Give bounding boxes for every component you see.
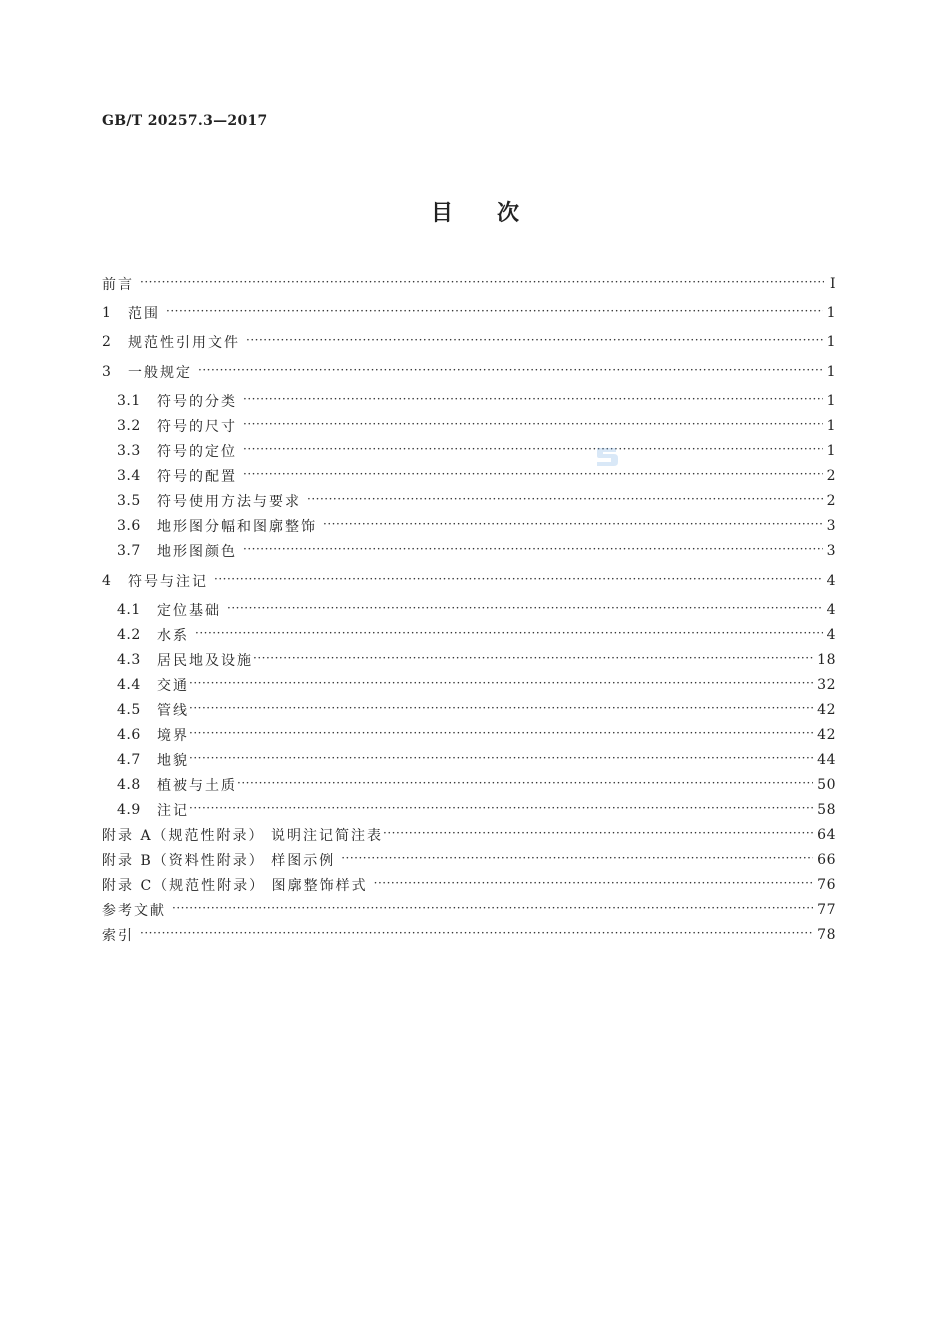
toc-entry-number: 4.9 — [117, 802, 141, 818]
toc-entry-4-4[interactable] — [117, 674, 836, 696]
title-part1: 目 — [430, 201, 453, 226]
toc-entry-3[interactable] — [102, 361, 836, 383]
toc-entry-page: 1 — [826, 443, 836, 459]
leader-dots — [166, 304, 823, 318]
toc-entry-page: 2 — [826, 493, 836, 509]
leader-dots — [243, 542, 823, 556]
leader-dots — [140, 926, 813, 940]
toc-entry-title: 定位基础 — [157, 603, 221, 619]
toc-entry-preface[interactable] — [102, 273, 836, 295]
leader-dots — [172, 901, 813, 915]
toc-entry-appendix-b[interactable] — [102, 849, 836, 871]
leader-dots — [243, 442, 823, 456]
toc-entry-page: 3 — [826, 543, 836, 559]
toc-entry-3-7[interactable] — [117, 540, 836, 562]
leader-dots — [323, 517, 823, 531]
toc-entry-page: 32 — [817, 677, 836, 693]
leader-dots — [189, 701, 813, 715]
toc-entry-4-3[interactable] — [117, 649, 836, 671]
toc-entry-number: 4.4 — [117, 677, 141, 693]
toc-entry-page: 64 — [817, 827, 836, 843]
toc-entry-number: 4.3 — [117, 652, 141, 668]
toc-entry-3-3[interactable] — [117, 440, 836, 462]
toc-entry-number: 4.7 — [117, 752, 141, 768]
toc-entry-appendix-a[interactable] — [102, 824, 836, 846]
toc-entry-appendix-c[interactable] — [102, 874, 836, 896]
toc-entry-page: 76 — [817, 877, 836, 893]
toc-entry-number: 3.1 — [117, 393, 141, 409]
toc-entry-page: 2 — [826, 468, 836, 484]
toc-entry-number: 3.4 — [117, 468, 141, 484]
toc-entry-number: 3 — [102, 364, 112, 380]
leader-dots — [307, 492, 823, 506]
leader-dots — [189, 751, 813, 765]
toc-entry-title: 交通 — [157, 678, 189, 694]
toc-entry-title: 索引 — [102, 928, 134, 944]
toc-entry-number: 4.2 — [117, 627, 141, 643]
toc-entry-page: 50 — [817, 777, 836, 793]
toc-entry-3-6[interactable] — [117, 515, 836, 537]
toc-entry-4-5[interactable] — [117, 699, 836, 721]
toc-entry-title: 注记 — [157, 803, 189, 819]
toc-entry-4-2[interactable] — [117, 624, 836, 646]
toc-entry-number: 4.5 — [117, 702, 141, 718]
toc-entry-number: 4.8 — [117, 777, 141, 793]
toc-entry-title: 符号的配置 — [157, 469, 237, 485]
leader-dots — [237, 776, 813, 790]
toc-entry-number: 4.1 — [117, 602, 141, 618]
toc-entry-page: 1 — [826, 393, 836, 409]
leader-dots — [383, 826, 813, 840]
leader-dots — [140, 275, 824, 289]
toc-entry-4-9[interactable] — [117, 799, 836, 821]
toc-entry-page: 42 — [817, 702, 836, 718]
toc-entry-number: 4 — [102, 573, 112, 589]
toc-entry-page: 3 — [826, 518, 836, 534]
leader-dots — [189, 801, 813, 815]
toc-entry-number: 3.3 — [117, 443, 141, 459]
toc-entry-title: 范围 — [128, 306, 160, 322]
toc-entry-page: 66 — [817, 852, 836, 868]
toc-entry-number: 2 — [102, 334, 112, 350]
toc-entry-4-1[interactable] — [117, 599, 836, 621]
toc-entry-4[interactable] — [102, 570, 836, 592]
toc-entry-title: 符号与注记 — [128, 574, 208, 590]
leader-dots — [189, 726, 813, 740]
toc-entry-index[interactable] — [102, 924, 836, 946]
toc-entry-title: 地形图分幅和图廓整饰 — [157, 519, 317, 535]
toc-entry-number: 3.5 — [117, 493, 141, 509]
toc-entry-title: 前言 — [102, 277, 134, 293]
toc-entry-page: 1 — [826, 334, 836, 350]
toc-entry-number: 3.6 — [117, 518, 141, 534]
leader-dots — [214, 572, 823, 586]
toc-entry-title: 规范性引用文件 — [128, 335, 240, 351]
toc-entry-page: 4 — [826, 627, 836, 643]
toc-entry-4-7[interactable] — [117, 749, 836, 771]
toc-entry-title: 符号的分类 — [157, 394, 237, 410]
toc-entry-page: 1 — [826, 364, 836, 380]
toc-entry-title: 附录 C（规范性附录） 图廓整饰样式 — [102, 878, 368, 894]
toc-entry-title: 植被与土质 — [157, 778, 237, 794]
toc-entry-title: 附录 A（规范性附录） 说明注记简注表 — [102, 828, 384, 844]
toc-entry-4-6[interactable] — [117, 724, 836, 746]
title-part2: 次 — [497, 201, 520, 226]
logo-watermark-icon — [594, 443, 620, 469]
leader-dots — [189, 676, 813, 690]
toc-entry-page: 4 — [826, 573, 836, 589]
toc-entry-title: 管线 — [157, 703, 189, 719]
leader-dots — [195, 626, 823, 640]
toc-entry-page: 78 — [817, 927, 836, 943]
leader-dots — [198, 363, 823, 377]
toc-entry-title: 一般规定 — [128, 365, 192, 381]
toc-entry-title: 地形图颜色 — [157, 544, 237, 560]
toc-entry-references[interactable] — [102, 899, 836, 921]
toc-entry-number: 4.6 — [117, 727, 141, 743]
leader-dots — [243, 417, 823, 431]
toc-entry-1[interactable] — [102, 302, 836, 324]
toc-entry-3-1[interactable] — [117, 390, 836, 412]
toc-entry-title: 境界 — [157, 728, 189, 744]
toc-entry-page: 4 — [826, 602, 836, 618]
toc-entry-title: 地貌 — [157, 753, 189, 769]
toc-entry-number: 1 — [102, 305, 112, 321]
leader-dots — [243, 392, 823, 406]
leader-dots — [227, 601, 823, 615]
toc-entry-title: 符号的定位 — [157, 444, 237, 460]
toc-entry-number: 3.2 — [117, 418, 141, 434]
toc-entry-page: 77 — [817, 902, 836, 918]
toc-entry-page: Ⅰ — [829, 276, 836, 292]
toc-entry-3-5[interactable] — [117, 490, 836, 512]
toc-entry-title: 居民地及设施 — [157, 653, 253, 669]
standard-code: GB/T 20257.3—2017 — [102, 113, 268, 129]
toc-entry-title: 符号使用方法与要求 — [157, 494, 301, 510]
leader-dots — [374, 876, 814, 890]
leader-dots — [341, 851, 813, 865]
toc-entry-4-8[interactable] — [117, 774, 836, 796]
toc-entry-2[interactable] — [102, 331, 836, 353]
toc-entry-page: 18 — [817, 652, 836, 668]
page-title — [0, 196, 950, 227]
toc-entry-page: 1 — [826, 418, 836, 434]
toc-entry-title: 符号的尺寸 — [157, 419, 237, 435]
toc-entry-title: 附录 B（资料性附录） 样图示例 — [102, 853, 336, 869]
leader-dots — [243, 467, 823, 481]
toc-entry-page: 44 — [817, 752, 836, 768]
leader-dots — [246, 333, 823, 347]
toc-entry-title: 水系 — [157, 628, 189, 644]
toc-entry-3-2[interactable] — [117, 415, 836, 437]
toc-entry-page: 1 — [826, 305, 836, 321]
toc-entry-number: 3.7 — [117, 543, 141, 559]
toc-entry-page: 42 — [817, 727, 836, 743]
toc-entry-title: 参考文献 — [102, 903, 166, 919]
toc-entry-3-4[interactable] — [117, 465, 836, 487]
leader-dots — [253, 651, 813, 665]
toc-entry-page: 58 — [817, 802, 836, 818]
